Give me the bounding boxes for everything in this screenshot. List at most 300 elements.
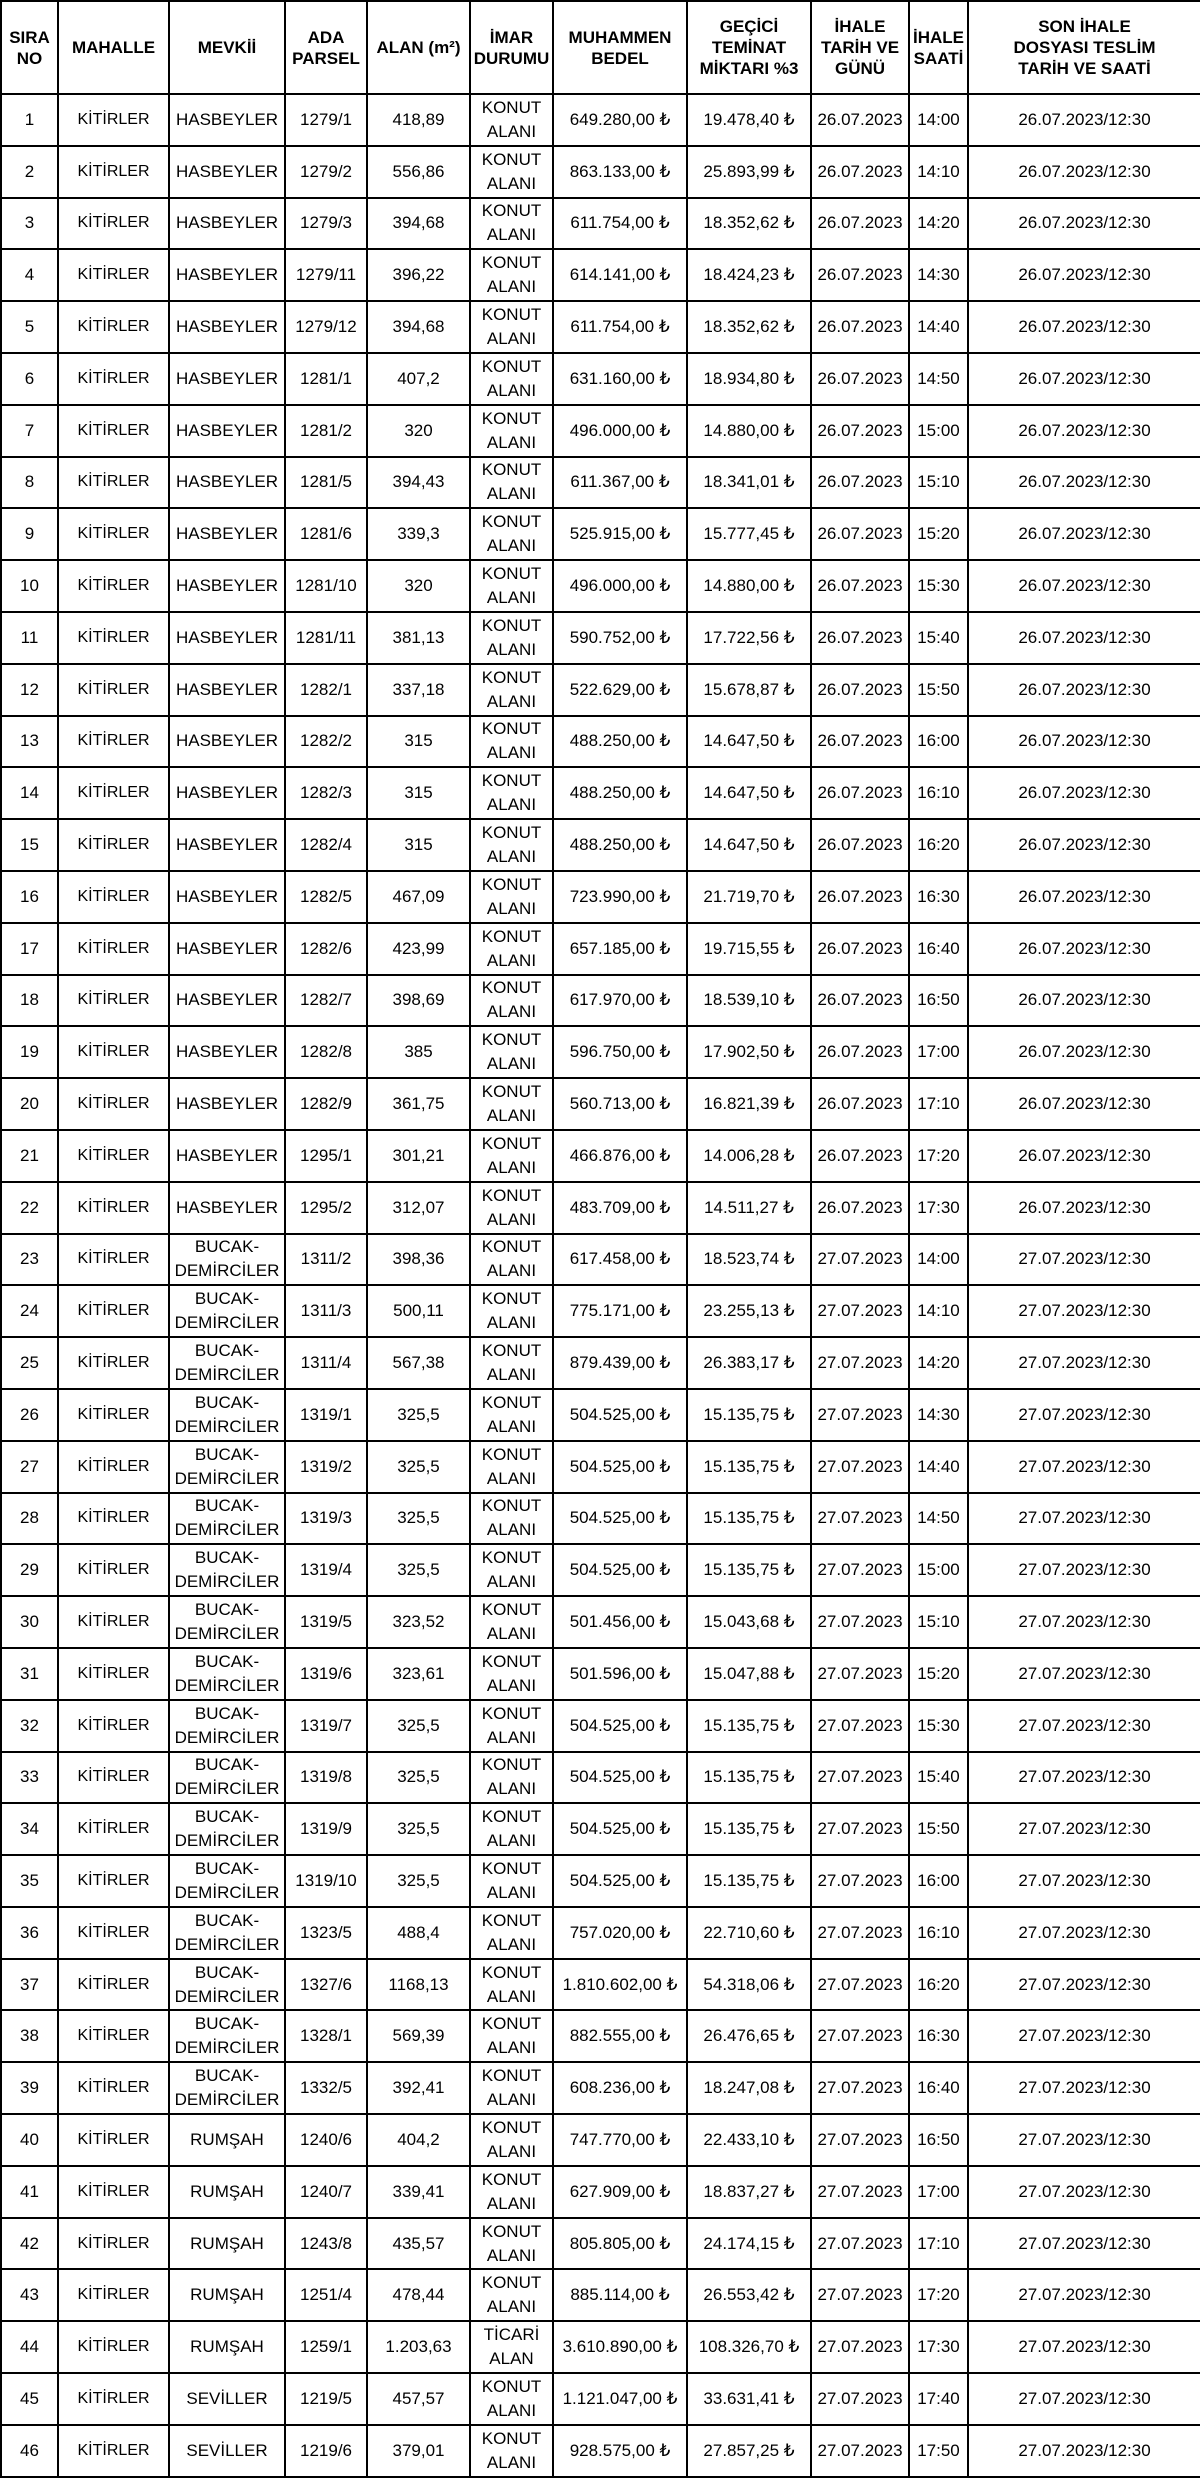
cell-imar-durumu-line: ALANI [486, 1209, 537, 1229]
cell-imar-durumu [470, 612, 553, 664]
cell-ihale-tarih: 27.07.2023 [811, 2269, 909, 2321]
cell-mevkii [169, 2114, 285, 2166]
cell-mevkii [169, 1596, 285, 1648]
cell-mahalle: KİTİRLER [58, 249, 169, 301]
cell-imar-durumu-line: KONUT [481, 2117, 542, 2137]
cell-sira-no: 24 [1, 1285, 58, 1337]
cell-ihale-saati: 14:30 [909, 249, 968, 301]
cell-sira-no: 11 [1, 612, 58, 664]
header-muhammen-bedel [553, 1, 687, 94]
cell-mevkii [169, 1337, 285, 1389]
cell-imar-durumu-line: KONUT [481, 926, 542, 946]
cell-mahalle: KİTİRLER [58, 2114, 169, 2166]
table-row [1, 612, 1200, 664]
cell-sira-no: 43 [1, 2269, 58, 2321]
cell-mevkii-line: HASBEYLER [175, 1197, 279, 1217]
cell-imar-durumu-line: ALANI [486, 1727, 537, 1747]
cell-imar-durumu [470, 1544, 553, 1596]
cell-ihale-saati: 15:10 [909, 457, 968, 509]
cell-ada-parsel: 1279/3 [285, 198, 367, 250]
cell-mevkii [169, 249, 285, 301]
cell-imar-durumu-line: ALANI [486, 1882, 537, 1902]
cell-ihale-saati: 14:50 [909, 1493, 968, 1545]
table-row [1, 1648, 1200, 1700]
cell-muhammen-bedel: 488.250,00 ₺ [553, 716, 687, 768]
cell-ihale-saati: 17:00 [909, 2166, 968, 2218]
cell-ihale-saati: 15:10 [909, 1596, 968, 1648]
cell-gecici-teminat: 27.857,25 ₺ [687, 2425, 811, 2477]
cell-imar-durumu-line: ALANI [486, 329, 537, 349]
cell-imar-durumu-line: ALANI [486, 1365, 537, 1385]
table-row [1, 2166, 1200, 2218]
cell-mevkii [169, 1700, 285, 1752]
cell-imar-durumu-line: KONUT [481, 1755, 542, 1775]
cell-sira-no: 7 [1, 405, 58, 457]
cell-imar-durumu [470, 249, 553, 301]
cell-son-teslim: 26.07.2023/12:30 [968, 1130, 1200, 1182]
cell-imar-durumu-line: ALANI [486, 2245, 537, 2265]
cell-ihale-tarih: 26.07.2023 [811, 664, 909, 716]
cell-son-teslim: 27.07.2023/12:30 [968, 1803, 1200, 1855]
cell-imar-durumu-line: ALANI [486, 1934, 537, 1954]
cell-sira-no: 40 [1, 2114, 58, 2166]
cell-imar-durumu-line: ALANI [486, 484, 537, 504]
cell-son-teslim: 27.07.2023/12:30 [968, 2269, 1200, 2321]
cell-mevkii-line: HASBEYLER [175, 420, 279, 440]
cell-sira-no: 27 [1, 1441, 58, 1493]
cell-imar-durumu-line: KONUT [481, 1858, 542, 1878]
cell-imar-durumu-line: ALANI [486, 1572, 537, 1592]
cell-gecici-teminat: 15.135,75 ₺ [687, 1700, 811, 1752]
cell-alan: 315 [367, 819, 470, 871]
cell-mahalle: KİTİRLER [58, 923, 169, 975]
cell-son-teslim: 26.07.2023/12:30 [968, 664, 1200, 716]
cell-sira-no: 32 [1, 1700, 58, 1752]
cell-muhammen-bedel: 882.555,00 ₺ [553, 2010, 687, 2062]
cell-imar-durumu-line: KONUT [481, 2066, 542, 2086]
header-ihale-tarih-line: İHALE [834, 17, 886, 36]
table-row [1, 1855, 1200, 1907]
cell-ada-parsel: 1282/5 [285, 871, 367, 923]
cell-ada-parsel: 1282/6 [285, 923, 367, 975]
cell-imar-durumu-line: KONUT [481, 1600, 542, 1619]
cell-ada-parsel: 1282/9 [285, 1078, 367, 1130]
cell-mahalle: KİTİRLER [58, 1182, 169, 1234]
cell-muhammen-bedel: 617.458,00 ₺ [553, 1234, 687, 1286]
cell-muhammen-bedel: 863.133,00 ₺ [553, 146, 687, 198]
cell-mevkii [169, 1389, 285, 1441]
cell-son-teslim: 27.07.2023/12:30 [968, 2373, 1200, 2425]
cell-imar-durumu [470, 1130, 553, 1182]
cell-gecici-teminat: 14.647,50 ₺ [687, 767, 811, 819]
cell-gecici-teminat: 19.478,40 ₺ [687, 94, 811, 146]
cell-mevkii-line: DEMİRCİLER [174, 1727, 280, 1747]
table-row [1, 457, 1200, 509]
cell-ihale-tarih: 27.07.2023 [811, 2321, 909, 2373]
cell-imar-durumu-line: ALANI [486, 1157, 537, 1177]
cell-sira-no: 18 [1, 975, 58, 1027]
cell-ihale-tarih: 26.07.2023 [811, 612, 909, 664]
header-imar-durumu [470, 1, 553, 94]
cell-gecici-teminat: 15.135,75 ₺ [687, 1803, 811, 1855]
table-row [1, 1026, 1200, 1078]
cell-muhammen-bedel: 723.990,00 ₺ [553, 871, 687, 923]
cell-imar-durumu-line: KONUT [481, 2273, 542, 2293]
cell-imar-durumu [470, 508, 553, 560]
cell-son-teslim: 26.07.2023/12:30 [968, 1078, 1200, 1130]
cell-gecici-teminat: 14.880,00 ₺ [687, 405, 811, 457]
cell-imar-durumu-line: ALANI [486, 1002, 537, 1022]
cell-gecici-teminat: 16.821,39 ₺ [687, 1078, 811, 1130]
cell-gecici-teminat: 15.135,75 ₺ [687, 1493, 811, 1545]
cell-mevkii [169, 819, 285, 871]
cell-alan: 325,5 [367, 1700, 470, 1752]
cell-muhammen-bedel: 504.525,00 ₺ [553, 1493, 687, 1545]
cell-mevkii [169, 1907, 285, 1959]
cell-mevkii [169, 405, 285, 457]
cell-sira-no: 36 [1, 1907, 58, 1959]
cell-gecici-teminat: 33.631,41 ₺ [687, 2373, 811, 2425]
cell-ihale-saati: 17:10 [909, 2218, 968, 2270]
cell-mahalle: KİTİRLER [58, 664, 169, 716]
cell-mahalle: KİTİRLER [58, 1493, 169, 1545]
header-ihale-saati-line: SAATİ [913, 48, 964, 68]
cell-gecici-teminat: 26.553,42 ₺ [687, 2269, 811, 2321]
cell-imar-durumu-line: KONUT [481, 1548, 542, 1568]
cell-alan: 325,5 [367, 1855, 470, 1907]
cell-ihale-saati: 16:20 [909, 819, 968, 871]
cell-imar-durumu [470, 1907, 553, 1959]
cell-sira-no: 1 [1, 94, 58, 146]
cell-imar-durumu-line: KONUT [481, 2169, 542, 2189]
cell-son-teslim: 27.07.2023/12:30 [968, 1493, 1200, 1545]
header-alan [367, 1, 470, 94]
cell-ada-parsel: 1319/1 [285, 1389, 367, 1441]
cell-ada-parsel: 1311/3 [285, 1285, 367, 1337]
cell-imar-durumu [470, 767, 553, 819]
cell-mevkii-line: DEMİRCİLER [174, 1520, 280, 1540]
cell-imar-durumu-line: ALANI [486, 2090, 537, 2110]
cell-sira-no: 46 [1, 2425, 58, 2477]
cell-imar-durumu-line: KONUT [481, 771, 542, 791]
cell-ihale-tarih: 27.07.2023 [811, 1337, 909, 1389]
cell-mevkii-line: DEMİRCİLER [174, 2090, 280, 2110]
cell-imar-durumu-line: ALANI [486, 1831, 537, 1851]
cell-mevkii-line: BUCAK- [194, 1548, 260, 1568]
cell-imar-durumu-line: ALANI [486, 1261, 537, 1281]
cell-ada-parsel: 1281/1 [285, 353, 367, 405]
cell-ihale-tarih: 26.07.2023 [811, 923, 909, 975]
cell-sira-no: 37 [1, 1959, 58, 2011]
header-muhammen-bedel-line: MUHAMMEN [568, 27, 672, 47]
cell-muhammen-bedel: 611.367,00 ₺ [553, 457, 687, 509]
cell-mevkii [169, 612, 285, 664]
table-row [1, 1596, 1200, 1648]
cell-imar-durumu-line: KONUT [481, 1962, 542, 1982]
table-row [1, 560, 1200, 612]
cell-ada-parsel: 1319/6 [285, 1648, 367, 1700]
header-gecici-teminat-line: TEMİNAT [711, 38, 787, 57]
header-ihale-saati-line: İHALE [913, 27, 964, 47]
cell-mevkii-line: BUCAK- [194, 1289, 260, 1309]
cell-alan: 323,52 [367, 1596, 470, 1648]
cell-imar-durumu-line: KONUT [481, 564, 542, 584]
cell-ihale-saati: 14:50 [909, 353, 968, 405]
cell-sira-no: 45 [1, 2373, 58, 2425]
header-ihale-tarih-line: TARİH VE [820, 38, 900, 57]
cell-gecici-teminat: 15.135,75 ₺ [687, 1544, 811, 1596]
cell-ihale-saati: 14:00 [909, 94, 968, 146]
cell-sira-no: 21 [1, 1130, 58, 1182]
cell-ihale-tarih: 26.07.2023 [811, 871, 909, 923]
cell-ihale-tarih: 27.07.2023 [811, 2062, 909, 2114]
cell-gecici-teminat: 25.893,99 ₺ [687, 146, 811, 198]
table-body [1, 94, 1200, 2477]
cell-alan: 1168,13 [367, 1959, 470, 2011]
cell-imar-durumu-line: KONUT [481, 356, 542, 376]
cell-sira-no: 5 [1, 301, 58, 353]
cell-ihale-tarih: 26.07.2023 [811, 1078, 909, 1130]
cell-imar-durumu [470, 819, 553, 871]
cell-mevkii [169, 1752, 285, 1804]
cell-ihale-tarih: 27.07.2023 [811, 2373, 909, 2425]
cell-imar-durumu-line: KONUT [481, 253, 542, 273]
cell-mevkii-line: DEMİRCİLER [174, 2038, 280, 2058]
cell-alan: 569,39 [367, 2010, 470, 2062]
cell-alan: 325,5 [367, 1803, 470, 1855]
cell-gecici-teminat: 14.511,27 ₺ [687, 1182, 811, 1234]
table-row [1, 664, 1200, 716]
cell-imar-durumu-line: ALANI [486, 1520, 537, 1540]
cell-mevkii-line: DEMİRCİLER [174, 1934, 280, 1954]
cell-imar-durumu [470, 871, 553, 923]
cell-imar-durumu [470, 664, 553, 716]
cell-ihale-saati: 14:00 [909, 1234, 968, 1286]
cell-sira-no: 17 [1, 923, 58, 975]
cell-mevkii-line: DEMİRCİLER [174, 1313, 280, 1333]
cell-mevkii [169, 2062, 285, 2114]
cell-gecici-teminat: 15.135,75 ₺ [687, 1855, 811, 1907]
cell-imar-durumu [470, 1752, 553, 1804]
cell-ada-parsel: 1279/2 [285, 146, 367, 198]
cell-muhammen-bedel: 614.141,00 ₺ [553, 249, 687, 301]
cell-imar-durumu-line: ALANI [486, 639, 537, 659]
header-ada-parsel-line: ADA [307, 27, 345, 47]
cell-alan: 339,41 [367, 2166, 470, 2218]
cell-imar-durumu-line: KONUT [481, 408, 542, 428]
table-row [1, 1752, 1200, 1804]
cell-muhammen-bedel: 466.876,00 ₺ [553, 1130, 687, 1182]
cell-sira-no: 8 [1, 457, 58, 509]
cell-ihale-saati: 17:50 [909, 2425, 968, 2477]
cell-ada-parsel: 1251/4 [285, 2269, 367, 2321]
cell-mevkii [169, 2218, 285, 2270]
cell-son-teslim: 27.07.2023/12:30 [968, 1234, 1200, 1286]
cell-gecici-teminat: 18.341,01 ₺ [687, 457, 811, 509]
cell-ada-parsel: 1311/4 [285, 1337, 367, 1389]
cell-mevkii-line: HASBEYLER [175, 1042, 279, 1062]
cell-alan: 325,5 [367, 1752, 470, 1804]
cell-imar-durumu-line: ALANI [486, 950, 537, 970]
header-son-ihale-dosyasi [968, 1, 1200, 94]
table-row [1, 1389, 1200, 1441]
cell-mevkii-line: DEMİRCİLER [174, 1416, 280, 1436]
cell-gecici-teminat: 15.135,75 ₺ [687, 1752, 811, 1804]
cell-sira-no: 42 [1, 2218, 58, 2270]
cell-imar-durumu [470, 1337, 553, 1389]
cell-muhammen-bedel: 608.236,00 ₺ [553, 2062, 687, 2114]
cell-ada-parsel: 1259/1 [285, 2321, 367, 2373]
cell-mevkii-line: HASBEYLER [175, 731, 279, 751]
header-mevkii [169, 1, 285, 94]
table-row [1, 198, 1200, 250]
cell-alan: 385 [367, 1026, 470, 1078]
cell-son-teslim: 27.07.2023/12:30 [968, 2166, 1200, 2218]
cell-mevkii-line: BUCAK- [194, 1341, 260, 1361]
table-row [1, 405, 1200, 457]
cell-mahalle: KİTİRLER [58, 198, 169, 250]
cell-alan: 323,61 [367, 1648, 470, 1700]
cell-ada-parsel: 1328/1 [285, 2010, 367, 2062]
cell-sira-no: 9 [1, 508, 58, 560]
cell-son-teslim: 27.07.2023/12:30 [968, 2114, 1200, 2166]
cell-imar-durumu-line: KONUT [481, 978, 542, 998]
cell-ihale-saati: 16:40 [909, 2062, 968, 2114]
cell-ihale-tarih: 26.07.2023 [811, 819, 909, 871]
cell-mevkii [169, 767, 285, 819]
cell-gecici-teminat: 26.476,65 ₺ [687, 2010, 811, 2062]
cell-mahalle: KİTİRLER [58, 716, 169, 768]
cell-sira-no: 2 [1, 146, 58, 198]
cell-ihale-tarih: 27.07.2023 [811, 1544, 909, 1596]
cell-son-teslim: 26.07.2023/12:30 [968, 612, 1200, 664]
cell-imar-durumu [470, 1078, 553, 1130]
cell-ihale-tarih: 27.07.2023 [811, 2166, 909, 2218]
cell-ihale-saati: 16:40 [909, 923, 968, 975]
cell-mahalle: KİTİRLER [58, 2425, 169, 2477]
cell-ada-parsel: 1282/7 [285, 975, 367, 1027]
cell-mahalle: KİTİRLER [58, 1078, 169, 1130]
cell-gecici-teminat: 22.710,60 ₺ [687, 1907, 811, 1959]
cell-mahalle: KİTİRLER [58, 612, 169, 664]
cell-mevkii-line: BUCAK- [194, 1237, 260, 1257]
cell-mevkii-line: RUMŞAH [190, 2285, 264, 2305]
cell-imar-durumu [470, 1389, 553, 1441]
cell-imar-durumu [470, 2010, 553, 2062]
cell-ihale-saati: 15:00 [909, 1544, 968, 1596]
cell-imar-durumu-line: KONUT [481, 1133, 542, 1153]
cell-imar-durumu [470, 2218, 553, 2270]
cell-mahalle: KİTİRLER [58, 353, 169, 405]
cell-imar-durumu-line: ALANI [486, 2297, 537, 2317]
cell-sira-no: 15 [1, 819, 58, 871]
cell-son-teslim: 26.07.2023/12:30 [968, 1026, 1200, 1078]
cell-alan: 394,68 [367, 301, 470, 353]
cell-imar-durumu-line: KONUT [481, 1030, 542, 1050]
cell-muhammen-bedel: 504.525,00 ₺ [553, 1855, 687, 1907]
cell-mevkii-line: HASBEYLER [175, 109, 279, 129]
cell-imar-durumu-line: KONUT [481, 1496, 542, 1516]
cell-mevkii-line: HASBEYLER [175, 679, 279, 699]
cell-ihale-saati: 14:10 [909, 146, 968, 198]
cell-ihale-saati: 15:30 [909, 1700, 968, 1752]
cell-mevkii-line: RUMŞAH [190, 2181, 264, 2201]
cell-ihale-tarih: 26.07.2023 [811, 975, 909, 1027]
cell-muhammen-bedel: 501.596,00 ₺ [553, 1648, 687, 1700]
cell-mevkii-line: HASBEYLER [175, 576, 279, 596]
cell-muhammen-bedel: 747.770,00 ₺ [553, 2114, 687, 2166]
table-row [1, 871, 1200, 923]
cell-mevkii-line: HASBEYLER [175, 317, 279, 337]
cell-ada-parsel: 1282/1 [285, 664, 367, 716]
cell-son-teslim: 27.07.2023/12:30 [968, 2010, 1200, 2062]
cell-imar-durumu-line: KONUT [481, 1910, 542, 1930]
cell-ihale-saati: 16:30 [909, 871, 968, 923]
cell-ihale-tarih: 27.07.2023 [811, 1596, 909, 1648]
cell-imar-durumu-line: KONUT [481, 149, 542, 169]
cell-alan: 500,11 [367, 1285, 470, 1337]
cell-ihale-saati: 17:30 [909, 2321, 968, 2373]
cell-son-teslim: 26.07.2023/12:30 [968, 508, 1200, 560]
cell-ihale-tarih: 27.07.2023 [811, 1234, 909, 1286]
cell-gecici-teminat: 18.934,80 ₺ [687, 353, 811, 405]
cell-mevkii-line: HASBEYLER [175, 472, 279, 492]
cell-muhammen-bedel: 611.754,00 ₺ [553, 198, 687, 250]
cell-imar-durumu [470, 1493, 553, 1545]
cell-imar-durumu-line: ALANI [486, 1624, 537, 1643]
cell-ihale-tarih: 26.07.2023 [811, 198, 909, 250]
cell-muhammen-bedel: 805.805,00 ₺ [553, 2218, 687, 2270]
table-row [1, 975, 1200, 1027]
cell-sira-no: 33 [1, 1752, 58, 1804]
cell-imar-durumu [470, 405, 553, 457]
cell-sira-no: 44 [1, 2321, 58, 2373]
cell-imar-durumu-line: ALANI [486, 1054, 537, 1074]
cell-mevkii-line: HASBEYLER [175, 783, 279, 803]
cell-mevkii-line: BUCAK- [194, 1910, 260, 1930]
cell-mahalle: KİTİRLER [58, 1026, 169, 1078]
cell-son-teslim: 27.07.2023/12:30 [968, 2062, 1200, 2114]
cell-alan: 320 [367, 560, 470, 612]
cell-imar-durumu-line: KONUT [481, 512, 542, 532]
cell-muhammen-bedel: 522.629,00 ₺ [553, 664, 687, 716]
cell-imar-durumu-line: KONUT [481, 615, 542, 635]
cell-ada-parsel: 1279/11 [285, 249, 367, 301]
cell-alan: 488,4 [367, 1907, 470, 1959]
cell-alan: 325,5 [367, 1441, 470, 1493]
cell-gecici-teminat: 54.318,06 ₺ [687, 1959, 811, 2011]
cell-imar-durumu-line: KONUT [481, 1444, 542, 1464]
cell-alan: 1.203,63 [367, 2321, 470, 2373]
cell-son-teslim: 27.07.2023/12:30 [968, 1285, 1200, 1337]
cell-imar-durumu-line: KONUT [481, 305, 542, 325]
cell-imar-durumu-line: ALANI [486, 743, 537, 763]
cell-imar-durumu-line: KONUT [481, 1289, 542, 1309]
table-row [1, 2425, 1200, 2477]
cell-ihale-tarih: 26.07.2023 [811, 716, 909, 768]
table-row [1, 1907, 1200, 1959]
table-row [1, 2321, 1200, 2373]
cell-ihale-saati: 16:30 [909, 2010, 968, 2062]
cell-mevkii-line: HASBEYLER [175, 368, 279, 388]
cell-alan: 325,5 [367, 1389, 470, 1441]
cell-mevkii-line: SEVİLLER [186, 2440, 268, 2460]
cell-mevkii [169, 716, 285, 768]
cell-alan: 301,21 [367, 1130, 470, 1182]
cell-ihale-saati: 15:30 [909, 560, 968, 612]
cell-ada-parsel: 1240/7 [285, 2166, 367, 2218]
cell-gecici-teminat: 15.678,87 ₺ [687, 664, 811, 716]
